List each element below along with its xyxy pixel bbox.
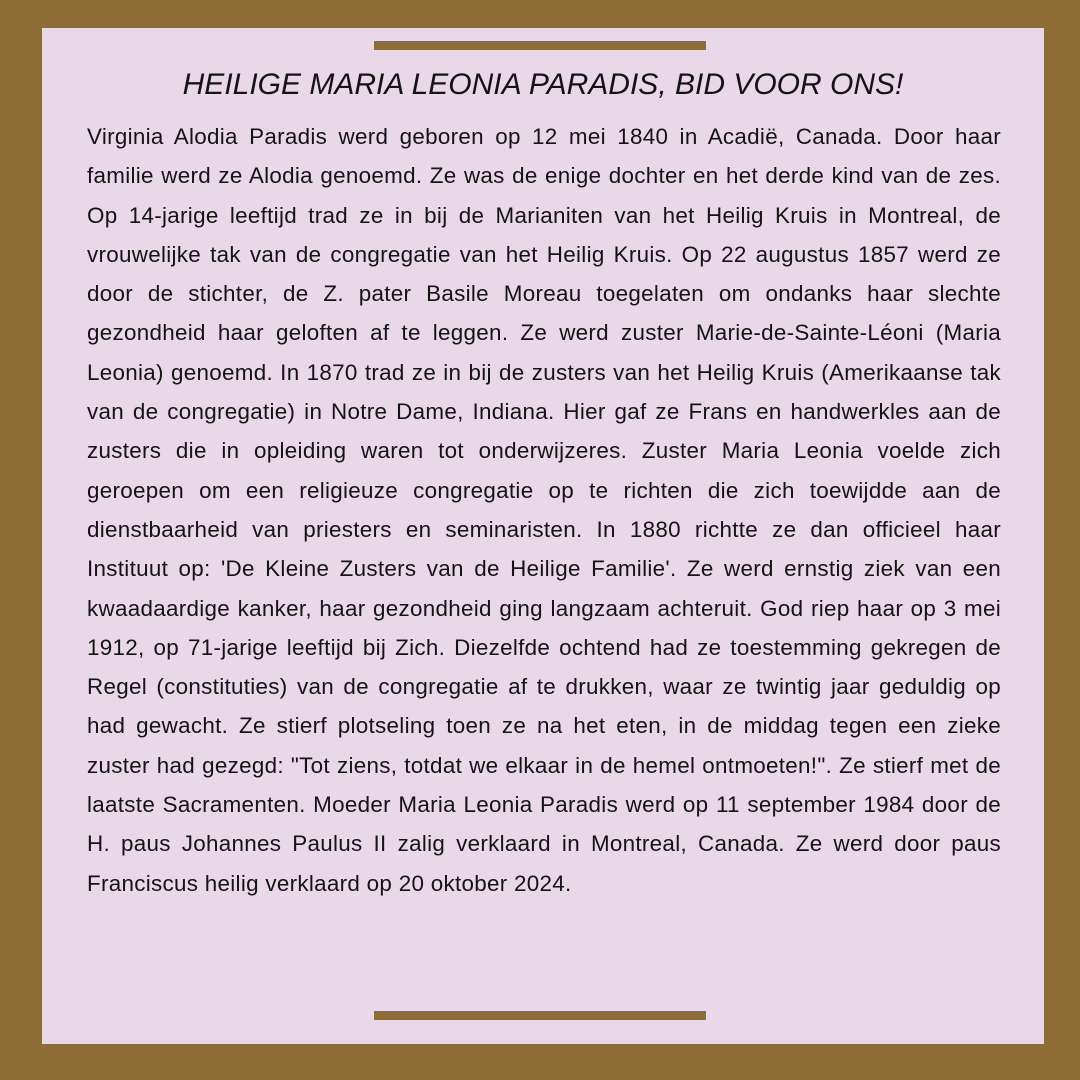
- text-card: [42, 28, 1044, 1044]
- top-divider: [374, 41, 706, 50]
- bottom-divider: [374, 1011, 706, 1020]
- page-title: HEILIGE MARIA LEONIA PARADIS, BID VOOR ONS!: [182, 68, 904, 101]
- biography-paragraph: Virginia Alodia Paradis werd geboren op 12 mei 1840 in Acadië, Canada. Door haar familie werd ze Alodia genoemd. Ze was de enige dochter en het derde kind van de zes. Op 14-jarige leeftijd trad ze in bij de Marianiten van het Heilig Kruis in Montreal, de vrouwelijke tak van de congregatie van het Heilig Kruis. Op 22 augustus 1857 werd ze door de stichter, de Z. pater Basile Moreau toegelaten om ondanks haar slechte gezondheid haar geloften af te leggen. Ze werd zuster Marie-de-Sainte-Léoni (Maria Leonia) genoemd. In 1870 trad ze in bij de zusters van het Heilig Kruis (Amerikaanse tak van de congregatie) in Notre Dame, Indiana. Hier gaf ze Frans en handwerkles aan de zusters die in opleiding waren tot onderwijzeres. Zuster Maria Leonia voelde zich geroepen om een religieuze congregatie op te richten die zich toewijdde aan de dienstbaarheid van priesters en seminaristen. In 1880 richtte ze dan officieel haar Instituut op: 'De Kleine Zusters van de Heilige Familie'. Ze werd ernstig ziek van een kwaadaardige kanker, haar gezondheid ging langzaam achteruit. God riep haar op 3 mei 1912, op 71-jarige leeftijd bij Zich. Diezelfde ochtend had ze toestemming gekregen de Regel (constituties) van de congregatie af te drukken, waar ze twintig jaar geduldig op had gewacht. Ze stierf plotseling toen ze na het eten, in de middag tegen een zieke zuster had gezegd: "Tot ziens, totdat we elkaar in de hemel ontmoeten!". Ze stierf met de laatste Sacramenten. Moeder Maria Leonia Paradis werd op 11 september 1984 door de H. paus Johannes Paulus II zalig verklaard in Montreal, Canada. Ze werd door paus Franciscus heilig verklaard op 20 oktober 2024.: [87, 124, 1001, 896]
